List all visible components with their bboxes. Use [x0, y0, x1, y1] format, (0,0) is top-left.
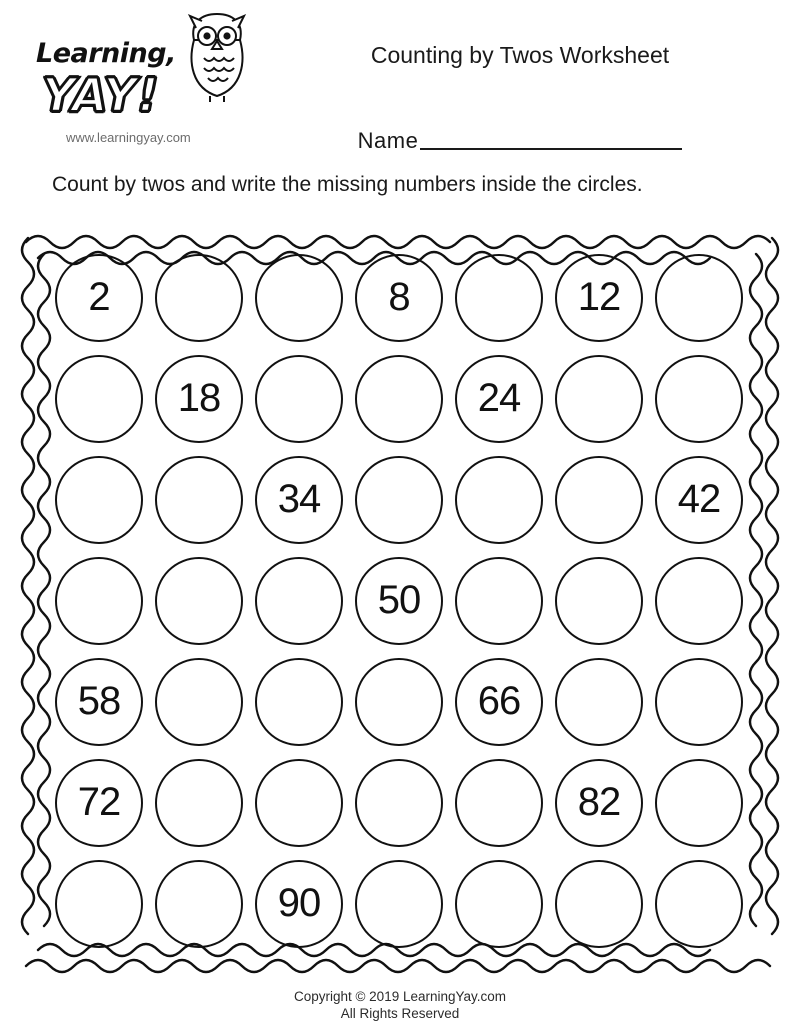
circle-value: 42: [677, 477, 721, 521]
name-label: Name: [357, 128, 419, 153]
grid-cell: [52, 656, 152, 757]
grid-cell: [352, 757, 452, 858]
number-circle[interactable]: [255, 456, 343, 544]
circle-value: 2: [88, 275, 110, 319]
number-circle[interactable]: [655, 557, 743, 645]
grid-cell: [452, 454, 552, 555]
grid-cell: [452, 353, 552, 454]
number-circle[interactable]: [655, 456, 743, 544]
number-circle[interactable]: [255, 860, 343, 948]
grid-cell: [452, 252, 552, 353]
logo: [28, 10, 258, 170]
number-circle[interactable]: [655, 254, 743, 342]
number-circle[interactable]: [555, 456, 643, 544]
copyright-text: Copyright © 2019 LearningYay.com: [293, 989, 507, 1004]
circle-value: 90: [277, 881, 321, 925]
circle-value: 18: [177, 376, 221, 420]
number-circle[interactable]: [55, 658, 143, 746]
number-circle[interactable]: [255, 658, 343, 746]
number-circle[interactable]: [155, 355, 243, 443]
grid-cell: [352, 858, 452, 959]
circle-value: 58: [77, 679, 121, 723]
grid-cell: [452, 757, 552, 858]
number-circle[interactable]: [355, 557, 443, 645]
number-circle-grid: [52, 252, 752, 964]
grid-cell: [252, 757, 352, 858]
page-title: Counting by Twos Worksheet: [370, 42, 670, 68]
grid-cell: [452, 656, 552, 757]
instructions-text: Count by twos and write the missing numbers inside the circles.: [52, 173, 643, 196]
grid-cell: [552, 858, 652, 959]
circle-value: 24: [477, 376, 521, 420]
number-circle[interactable]: [55, 557, 143, 645]
grid-cell: [252, 858, 352, 959]
grid-cell: [652, 454, 752, 555]
grid-cell: [252, 555, 352, 656]
number-circle[interactable]: [555, 254, 643, 342]
logo-website-url: www.learningyay.com: [66, 130, 191, 145]
number-circle[interactable]: [155, 658, 243, 746]
number-circle[interactable]: [455, 355, 543, 443]
number-circle[interactable]: [355, 254, 443, 342]
grid-cell: [152, 656, 252, 757]
rights-text: All Rights Reserved: [340, 1006, 460, 1021]
number-circle[interactable]: [455, 557, 543, 645]
number-circle[interactable]: [155, 456, 243, 544]
grid-cell: [452, 858, 552, 959]
grid-cell: [652, 555, 752, 656]
name-field-row: [300, 128, 740, 154]
number-circle[interactable]: [455, 456, 543, 544]
grid-cell: [552, 555, 652, 656]
page-header: [0, 0, 800, 170]
grid-cell: [152, 454, 252, 555]
grid-cell: [552, 252, 652, 353]
grid-cell: [52, 353, 152, 454]
grid-cell: [552, 353, 652, 454]
number-circle[interactable]: [655, 658, 743, 746]
number-circle[interactable]: [455, 658, 543, 746]
number-circle[interactable]: [255, 355, 343, 443]
number-circle[interactable]: [655, 860, 743, 948]
grid-cell: [652, 252, 752, 353]
grid-cell: [452, 555, 552, 656]
grid-cell: [352, 252, 452, 353]
circle-value: 8: [388, 275, 410, 319]
grid-cell: [552, 757, 652, 858]
grid-cell: [552, 656, 652, 757]
number-circle[interactable]: [155, 557, 243, 645]
number-circle[interactable]: [555, 355, 643, 443]
number-circle[interactable]: [455, 860, 543, 948]
number-circle[interactable]: [555, 557, 643, 645]
number-circle[interactable]: [55, 456, 143, 544]
circle-value: 34: [277, 477, 321, 521]
owl-icon: [180, 10, 254, 106]
number-circle[interactable]: [655, 355, 743, 443]
logo-text-yay: YAY!: [42, 68, 160, 122]
grid-cell: [152, 757, 252, 858]
grid-cell: [52, 252, 152, 353]
grid-cell: [352, 454, 452, 555]
grid-cell: [552, 454, 652, 555]
number-circle[interactable]: [355, 355, 443, 443]
number-circle[interactable]: [255, 254, 343, 342]
name-input-line[interactable]: [420, 128, 682, 150]
number-circle[interactable]: [155, 254, 243, 342]
grid-cell: [252, 252, 352, 353]
number-circle[interactable]: [255, 557, 343, 645]
number-circle[interactable]: [455, 254, 543, 342]
number-circle[interactable]: [555, 860, 643, 948]
grid-cell: [152, 353, 252, 454]
grid-cell: [352, 555, 452, 656]
grid-cell: [252, 454, 352, 555]
number-circle[interactable]: [155, 860, 243, 948]
number-circle[interactable]: [55, 355, 143, 443]
grid-cell: [52, 454, 152, 555]
grid-cell: [152, 858, 252, 959]
grid-cell: [652, 353, 752, 454]
circle-value: 12: [577, 275, 621, 319]
number-circle[interactable]: [55, 759, 143, 847]
circle-value: 82: [577, 780, 621, 824]
circle-value: 66: [477, 679, 521, 723]
number-circle[interactable]: [455, 759, 543, 847]
logo-text-learning: Learning,: [36, 38, 176, 69]
circle-value: 72: [77, 780, 121, 824]
grid-cell: [152, 555, 252, 656]
grid-cell: [652, 757, 752, 858]
number-circle[interactable]: [55, 860, 143, 948]
number-circle[interactable]: [255, 759, 343, 847]
number-circle[interactable]: [555, 658, 643, 746]
number-circle[interactable]: [355, 860, 443, 948]
grid-cell: [652, 656, 752, 757]
grid-cell: [52, 858, 152, 959]
grid-cell: [252, 656, 352, 757]
number-circle[interactable]: [155, 759, 243, 847]
number-circle[interactable]: [555, 759, 643, 847]
grid-cell: [52, 757, 152, 858]
grid-cell: [652, 858, 752, 959]
number-circle[interactable]: [355, 658, 443, 746]
grid-cell: [252, 353, 352, 454]
grid-cell: [352, 353, 452, 454]
number-circle[interactable]: [355, 456, 443, 544]
circle-value: 50: [377, 578, 421, 622]
grid-cell: [152, 252, 252, 353]
page-footer: [0, 988, 800, 1022]
number-circle[interactable]: [55, 254, 143, 342]
grid-cell: [352, 656, 452, 757]
number-circle[interactable]: [355, 759, 443, 847]
number-circle[interactable]: [655, 759, 743, 847]
grid-cell: [52, 555, 152, 656]
